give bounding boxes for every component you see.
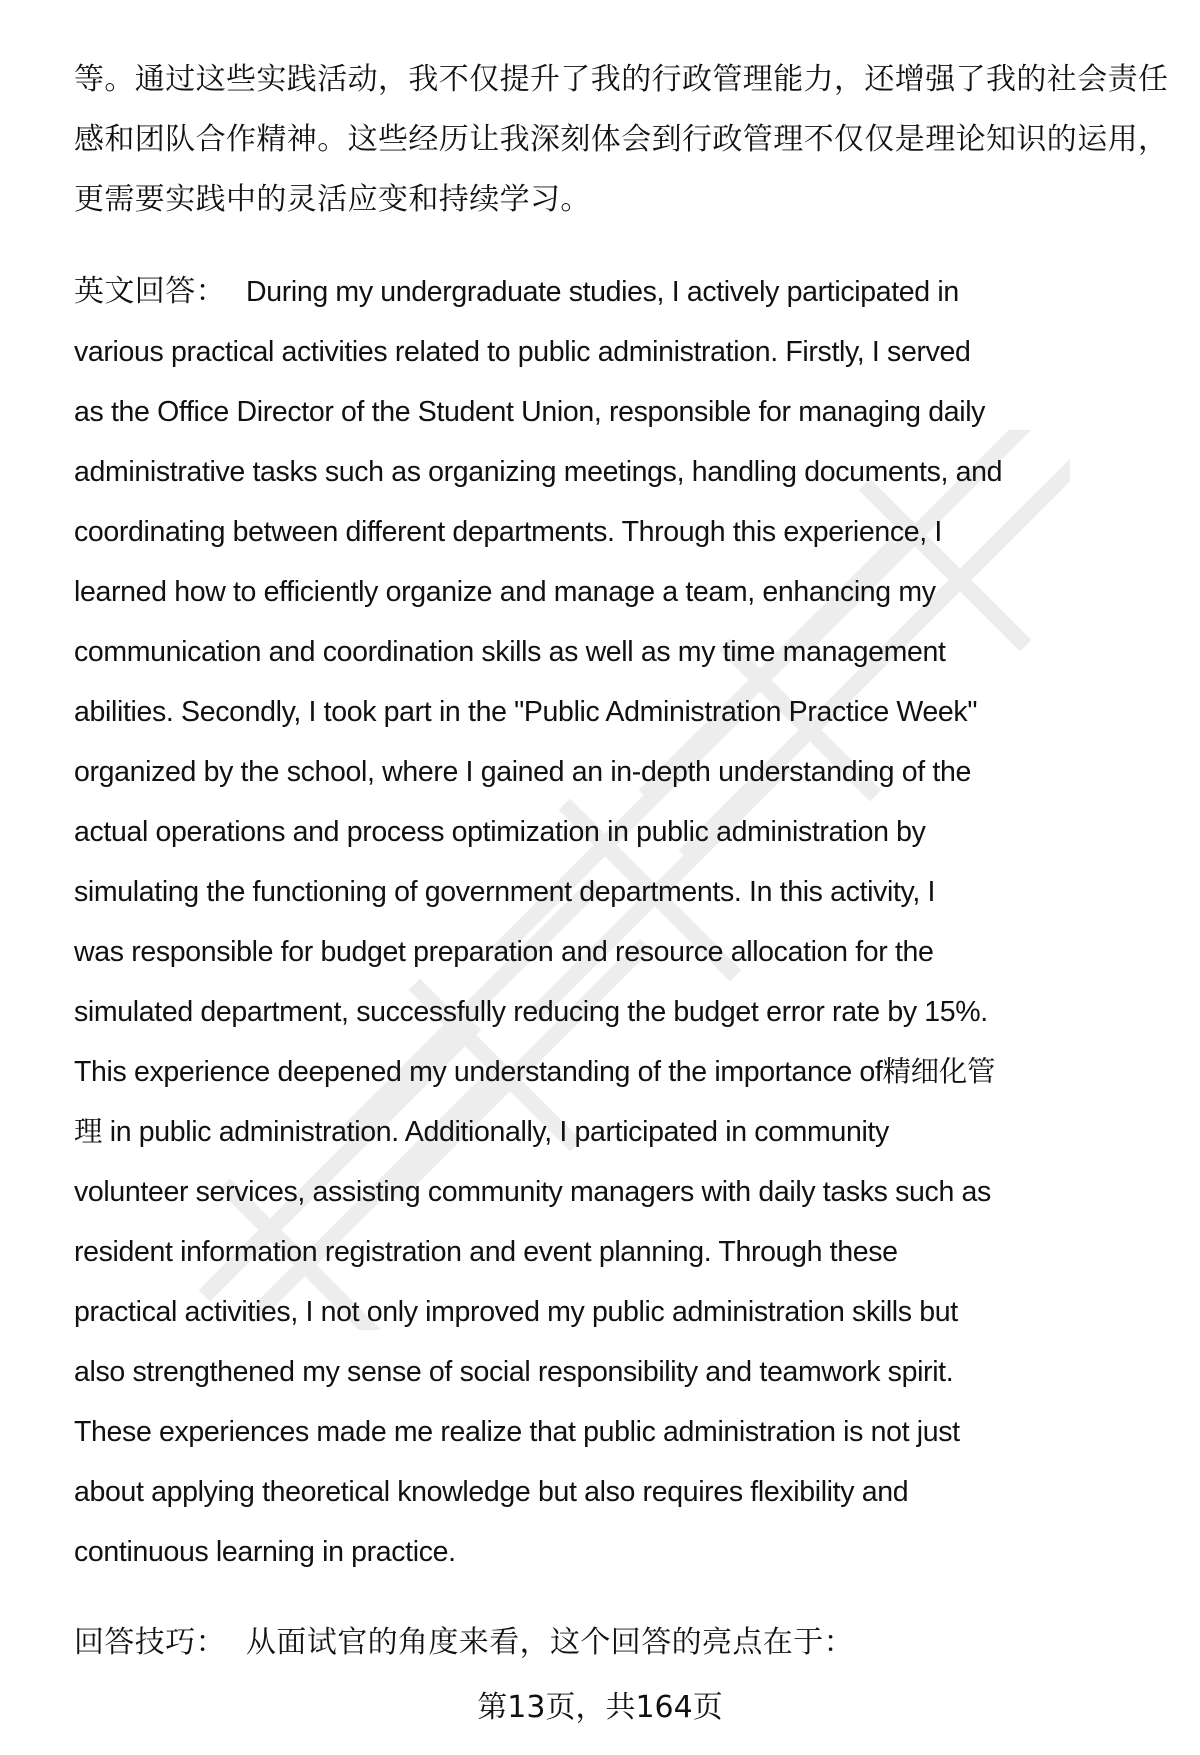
english-answer-line-1 [74, 272, 959, 312]
english-answer-line: continuous learning in practice. [74, 1536, 456, 1568]
english-answer-line: volunteer services, assisting community managers with daily tasks such as [74, 1176, 991, 1208]
english-answer-line: actual operations and process optimization in public administration by [74, 816, 926, 848]
english-answer-line: about applying theoretical knowledge but also requires flexibility and [74, 1476, 909, 1508]
english-answer-line: learned how to efficiently organize and manage a team, enhancing my [74, 576, 936, 608]
english-answer-line: simulated department, successfully reducing the budget error rate by 15%. [74, 996, 988, 1028]
english-answer-line: was responsible for budget preparation and resource allocation for the [74, 936, 934, 968]
answer-tips-line [74, 1623, 854, 1663]
intro-line-3: 更需要实践中的灵活应变和持续学习。 [74, 182, 591, 217]
english-answer-line: various practical activities related to public administration. Firstly, I served [74, 336, 971, 368]
english-answer-text: During my undergraduate studies, I actively participated in [246, 276, 959, 308]
intro-line-2: 感和团队合作精神。这些经历让我深刻体会到行政管理不仅仅是理论知识的运用， [74, 122, 1169, 157]
english-answer-line: resident information registration and event planning. Through these [74, 1236, 898, 1268]
english-answer-line: organized by the school, where I gained an in-depth understanding of the [74, 756, 971, 788]
answer-tips-text: 从面试官的角度来看，这个回答的亮点在于： [246, 1625, 854, 1660]
english-answer-line: as the Office Director of the Student Union, responsible for managing daily [74, 396, 986, 428]
english-answer-line: simulating the functioning of government departments. In this activity, I [74, 876, 936, 908]
english-answer-line: abilities. Secondly, I took part in the "Public Administration Practice Week" [74, 696, 978, 728]
english-answer-line: communication and coordination skills as well as my time management [74, 636, 946, 668]
intro-line-1: 等。通过这些实践活动，我不仅提升了我的行政管理能力，还增强了我的社会责任 [74, 62, 1169, 97]
english-answer-line: also strengthened my sense of social responsibility and teamwork spirit. [74, 1356, 954, 1388]
english-answer-line: 理 in public administration. Additionally, I participated in community [74, 1116, 889, 1148]
page-indicator: 第13页，共164页 [477, 1690, 723, 1725]
english-answer-line: administrative tasks such as organizing meetings, handling documents, and [74, 456, 1003, 488]
english-answer-line: This experience deepened my understanding of the importance of精细化管 [74, 1056, 996, 1088]
english-answer-line: coordinating between different departments. Through this experience, I [74, 516, 943, 548]
answer-tips-label: 回答技巧： [74, 1625, 226, 1660]
english-answer-line: practical activities, I not only improved my public administration skills but [74, 1296, 958, 1328]
english-answer-line: These experiences made me realize that public administration is not just [74, 1416, 960, 1448]
english-answer-label: 英文回答： [74, 275, 226, 308]
